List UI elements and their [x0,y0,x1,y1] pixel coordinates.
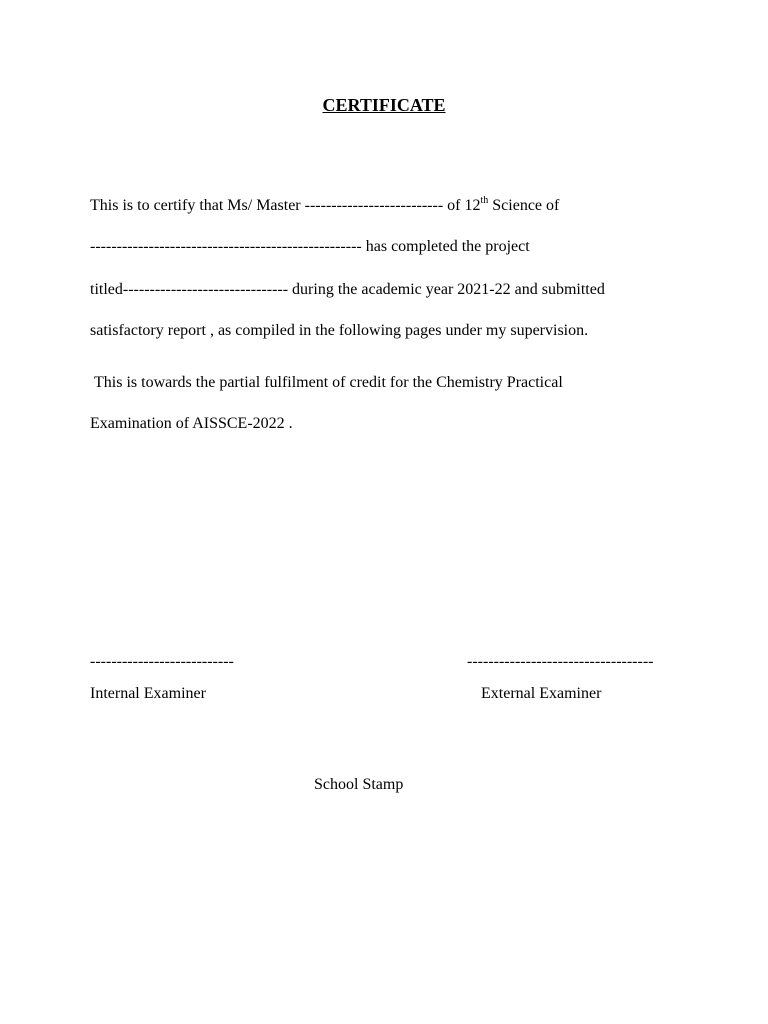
body-line-3: titled------------------------------- during the academic year 2021-22 and submitted [90,281,605,298]
school-stamp-label: School Stamp [314,776,404,793]
internal-examiner-signature-line: --------------------------- [90,653,234,670]
body-line-6: Examination of AISSCE-2022 . [90,415,293,432]
external-examiner-signature-line: ----------------------------------- [467,653,654,670]
body-line-1 [90,196,559,216]
body-line-1-text: This is to certify that Ms/ Master -------------------------- of 12 [90,197,481,214]
certificate-title: CERTIFICATE [322,95,446,115]
ordinal-suffix: th [480,195,489,206]
body-line-5: This is towards the partial fulfilment of credit for the Chemistry Practical [94,374,563,391]
internal-examiner-label: Internal Examiner [90,685,206,702]
body-line-2: --------------------------------------------------- has completed the project [90,238,530,255]
body-line-4: satisfactory report , as compiled in the following pages under my supervision. [90,322,589,339]
external-examiner-label: External Examiner [481,685,602,702]
body-line-1-tail: Science of [488,197,560,214]
